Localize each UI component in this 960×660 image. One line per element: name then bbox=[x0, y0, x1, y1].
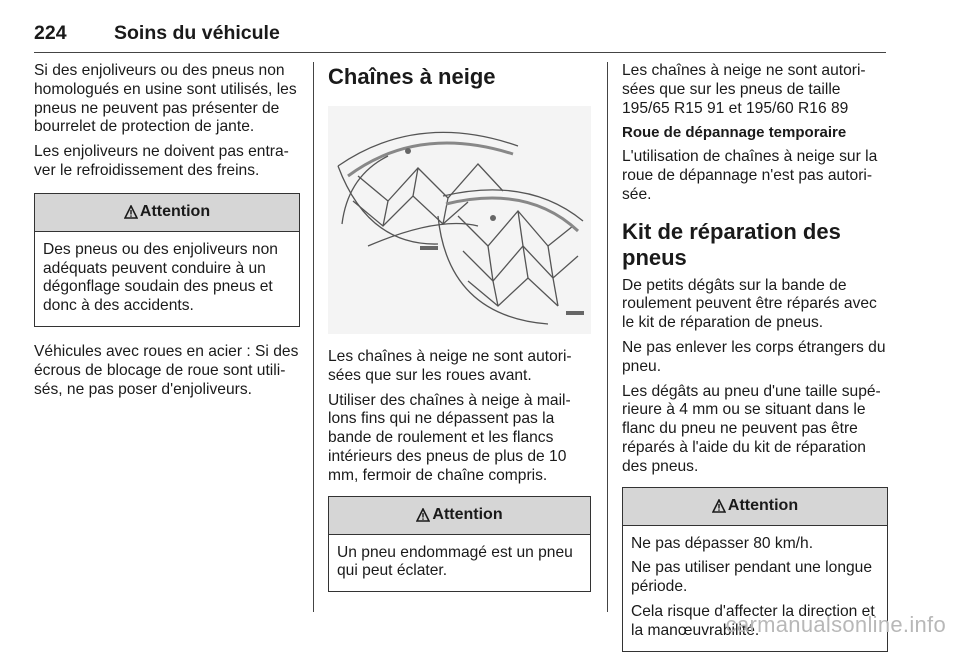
section-title: Soins du véhicule bbox=[114, 22, 280, 44]
paragraph: Les chaînes à neige ne sont autori‐ sées que sur les pneus de taille 195/65 R15 91 et 195/60 R16 89 bbox=[622, 62, 866, 117]
warning-triangle-icon bbox=[712, 499, 726, 513]
warning-text: Ne pas utiliser pendant une longue période. bbox=[631, 559, 873, 596]
paragraph: Ne pas enlever les corps étrangers du pneu. bbox=[622, 338, 886, 375]
paragraph: L'utilisation de chaînes à neige sur la roue de dépannage n'est pas autori‐ sée. bbox=[622, 148, 878, 203]
paragraph: Les enjoliveurs ne doivent pas entra‐ ver le refroidissement des freins. bbox=[34, 143, 289, 179]
warning-text: Ne pas dépasser 80 km/h. bbox=[631, 534, 814, 552]
paragraph: De petits dégâts sur la bande de roulement peuvent être réparés avec le kit de réparation de pneus. bbox=[622, 276, 877, 332]
page-number: 224 bbox=[34, 22, 67, 44]
warning-header bbox=[329, 497, 590, 535]
watermark: carmanualsonline.info bbox=[725, 612, 946, 637]
paragraph: Les chaînes à neige ne sont autori‐ sées que sur les roues avant. bbox=[328, 348, 572, 384]
heading-snow-chains: Chaînes à neige bbox=[328, 64, 496, 89]
snow-chains-illustration bbox=[328, 106, 591, 334]
warning-body bbox=[329, 535, 590, 592]
warning-triangle-icon bbox=[416, 508, 430, 522]
warning-header bbox=[623, 488, 887, 526]
paragraph: Les dégâts au pneu d'une taille supé‐ rieure à 4 mm ou se situant dans le flanc du pneu ne peuvent pas être réparés à l'aide du kit de réparation des pneus. bbox=[622, 382, 881, 475]
warning-text: Un pneu endommagé est un pneu qui peut éclater. bbox=[337, 543, 573, 580]
page-header bbox=[34, 22, 886, 53]
paragraph: Utiliser des chaînes à neige à mail‐ lons fins qui ne dépassent pas la bande de roulement et les flancs intérieurs des pneus de plus de 10 mm, fermoir de chaîne compris. bbox=[328, 391, 571, 484]
column-middle bbox=[328, 64, 591, 600]
column-left bbox=[34, 62, 300, 405]
column-right bbox=[622, 62, 888, 660]
heading-repair-kit: Kit de réparation des pneus bbox=[622, 218, 841, 270]
warning-text: Des pneus ou des enjoliveurs non adéquats peuvent conduire à un dégonflage soudain des pneus et donc à des accidents. bbox=[43, 240, 278, 315]
subheading-spare-wheel: Roue de dépannage temporaire bbox=[622, 124, 847, 142]
warning-triangle-icon bbox=[124, 205, 138, 219]
warning-text: Cela risque d'affecter la direction et la manœuvrabilité. bbox=[631, 602, 875, 639]
warning-box bbox=[328, 496, 591, 593]
warning-title: Attention bbox=[432, 506, 503, 524]
warning-box bbox=[34, 193, 300, 327]
warning-title: Attention bbox=[139, 203, 211, 221]
column-divider bbox=[313, 62, 314, 612]
warning-title: Attention bbox=[727, 497, 799, 515]
column-divider bbox=[607, 62, 608, 612]
paragraph: Si des enjoliveurs ou des pneus non homologués en usine sont utilisés, les pneus ne peuvent pas présenter de bourrelet de protection de jante. bbox=[34, 62, 297, 136]
warning-header bbox=[35, 194, 299, 232]
warning-body bbox=[35, 232, 299, 326]
paragraph: Véhicules avec roues en acier : Si des écrous de blocage de roue sont utili‐ sés, ne pas poser d'enjoliveurs. bbox=[34, 342, 299, 398]
